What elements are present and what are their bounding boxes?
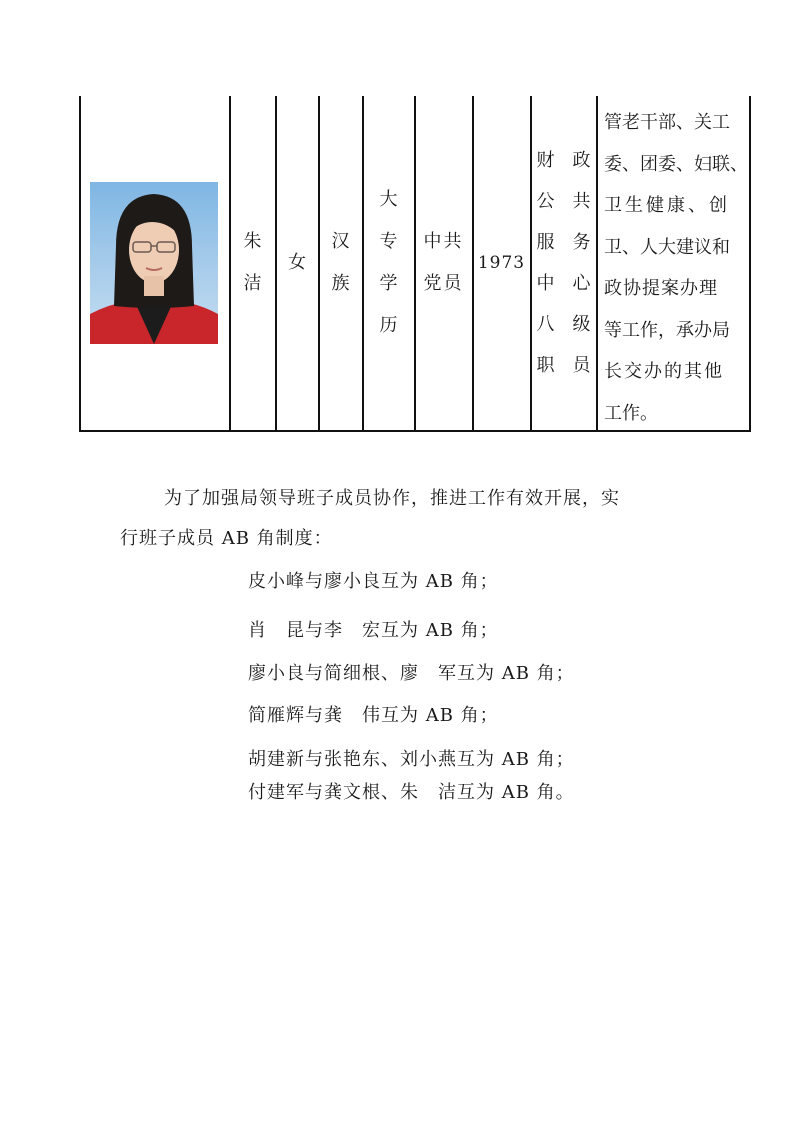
duty-line: 政协提案办理 — [604, 278, 718, 299]
name-char: 朱 — [243, 231, 262, 252]
duties-text — [604, 102, 748, 434]
ethnicity-char: 族 — [331, 273, 350, 294]
position-cell — [531, 96, 596, 430]
party-cell — [415, 96, 472, 430]
ab-pair-line: 付建军与龚文根、朱 洁互为 AB 角。 — [248, 782, 575, 803]
name-cell — [230, 96, 275, 430]
duty-line: 长交办的其他 — [604, 361, 724, 382]
gender-cell — [276, 96, 318, 430]
position-line: 中心 — [536, 273, 591, 294]
ab-pair-line: 廖小良与简细根、廖 军互为 AB 角； — [248, 663, 575, 684]
education-text — [380, 179, 398, 347]
duty-line: 卫生健康、创 — [604, 195, 730, 216]
name-char: 洁 — [243, 273, 262, 294]
duty-line: 管老干部、关工 — [604, 112, 730, 133]
intro-line: 行班子成员 AB 角制度： — [120, 528, 333, 549]
position-line: 公共 — [536, 191, 591, 212]
birth-year-cell — [473, 96, 530, 430]
portrait-illustration — [90, 182, 218, 344]
intro-line: 为了加强局领导班子成员协作，推进工作有效开展，实 — [164, 488, 620, 509]
education-char: 大 — [379, 189, 398, 210]
position-line: 职员 — [536, 355, 591, 376]
duty-line: 卫、人大建议和 — [604, 236, 730, 258]
party-line: 中共 — [423, 231, 464, 252]
member-photo — [90, 182, 218, 344]
duty-line: 等工作，承办局 — [604, 319, 730, 341]
ethnicity-text — [332, 221, 350, 305]
position-text — [537, 140, 591, 386]
education-char: 专 — [379, 231, 398, 252]
education-char: 学 — [379, 273, 398, 294]
position-line: 财政 — [536, 150, 591, 171]
education-cell — [363, 96, 414, 430]
member-table — [79, 96, 751, 432]
birth-year-text: 1973 — [477, 253, 526, 273]
name-text — [244, 221, 262, 305]
ethnicity-cell — [319, 96, 362, 430]
ab-pair-line: 皮小峰与廖小良互为 AB 角； — [248, 571, 499, 592]
duty-line: 工作。 — [604, 402, 658, 424]
position-line: 八级 — [536, 314, 591, 335]
table-divider — [596, 96, 598, 432]
ab-pair-line: 胡建新与张艳东、刘小燕互为 AB 角； — [248, 749, 575, 770]
ab-pair-line: 肖 昆与李 宏互为 AB 角； — [248, 620, 499, 641]
party-line: 党员 — [423, 273, 464, 294]
gender-text: 女 — [288, 252, 306, 273]
party-text — [424, 221, 464, 305]
duty-line: 委、团委、妇联、 — [604, 153, 748, 175]
position-line: 服务 — [536, 232, 591, 253]
ab-pair-line: 简雁辉与龚 伟互为 AB 角； — [248, 705, 499, 726]
table-border-left — [79, 96, 81, 432]
table-border-right — [749, 96, 751, 432]
ethnicity-char: 汉 — [331, 231, 350, 252]
education-char: 历 — [379, 315, 398, 336]
